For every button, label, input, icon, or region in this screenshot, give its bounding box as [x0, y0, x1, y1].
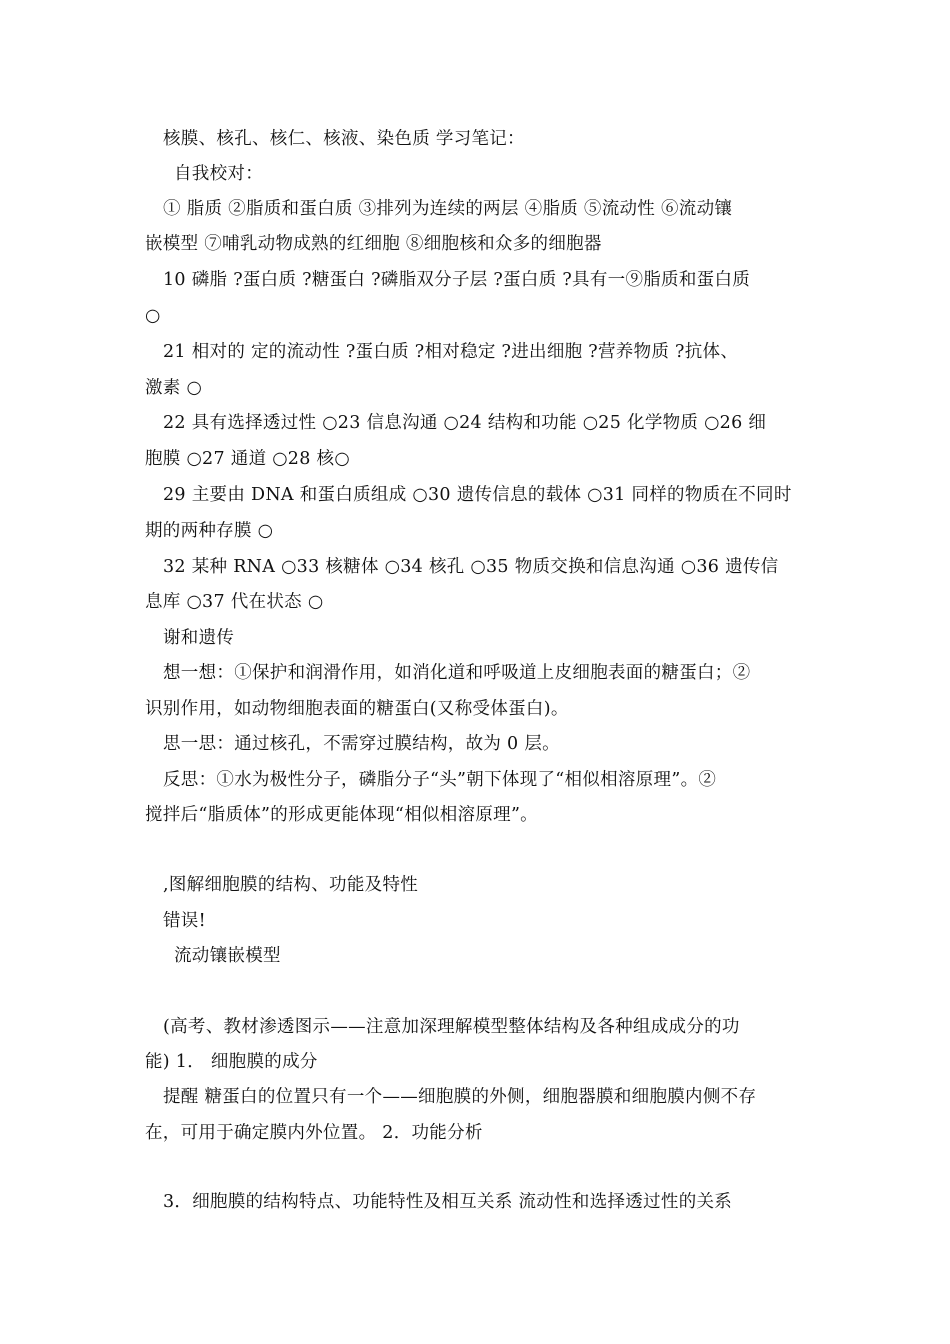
- text-line: (高考、教材渗透图示——注意加深理解模型整体结构及各种组成成分的功: [163, 1017, 740, 1037]
- text-line: 嵌模型 ⑦哺乳动物成熟的红细胞 ⑧细胞核和众多的细胞器: [145, 234, 602, 254]
- text-line: 思一思：通过核孔，不需穿过膜结构，故为 0 层。: [163, 734, 560, 754]
- section-title: ,图解细胞膜的结构、功能及特性: [163, 875, 419, 895]
- text-line: 32 某种 RNA ○33 核糖体 ○34 核孔 ○35 物质交换和信息沟通 ○36 遗传信: [163, 557, 779, 577]
- text-line: 搅拌后“脂质体”的形成更能体现“相似相溶原理”。: [145, 805, 538, 825]
- text-line: 29 主要由 DNA 和蛋白质组成 ○30 遗传信息的载体 ○31 同样的物质在不同时: [163, 485, 792, 505]
- text-line: ○: [145, 306, 161, 326]
- model-title: 流动镶嵌模型: [174, 946, 281, 966]
- text-line: 反思：①水为极性分子，磷脂分子“头”朝下体现了“相似相溶原理”。②: [163, 770, 717, 790]
- heading-line: 核膜、核孔、核仁、核液、染色质 学习笔记：: [163, 129, 525, 149]
- text-line: 想一想：①保护和润滑作用，如消化道和呼吸道上皮细胞表面的糖蛋白；②: [163, 663, 751, 683]
- text-line: 胞膜 ○27 通道 ○28 核○: [145, 449, 350, 469]
- text-line: 谢和遗传: [163, 628, 235, 648]
- error-text: 错误!: [163, 911, 206, 931]
- text-line: 息库 ○37 代在状态 ○: [145, 592, 324, 612]
- text-line: 能) 1． 细胞膜的成分: [145, 1052, 318, 1072]
- text-line: 21 相对的 定的流动性 ?蛋白质 ?相对稳定 ?进出细胞 ?营养物质 ?抗体、: [163, 342, 739, 362]
- text-line: ① 脂质 ②脂质和蛋白质 ③排列为连续的两层 ④脂质 ⑤流动性 ⑥流动镶: [163, 199, 733, 219]
- text-line: 识别作用，如动物细胞表面的糖蛋白(又称受体蛋白)。: [145, 699, 569, 719]
- text-line: 期的两种存膜 ○: [145, 521, 274, 541]
- text-line: 在，可用于确定膜内外位置。 2．功能分析: [145, 1123, 483, 1143]
- text-line: 激素 ○: [145, 378, 203, 398]
- text-line: 22 具有选择透过性 ○23 信息沟通 ○24 结构和功能 ○25 化学物质 ○26 细: [163, 413, 767, 433]
- text-line: 10 磷脂 ?蛋白质 ?糖蛋白 ?磷脂双分子层 ?蛋白质 ?具有一⑨脂质和蛋白质: [163, 270, 751, 290]
- text-line: 3．细胞膜的结构特点、功能特性及相互关系 流动性和选择透过性的关系: [163, 1192, 733, 1212]
- text-line: 提醒 糖蛋白的位置只有一个——细胞膜的外侧，细胞器膜和细胞膜内侧不存: [163, 1087, 757, 1107]
- section-label: 自我校对：: [174, 164, 263, 184]
